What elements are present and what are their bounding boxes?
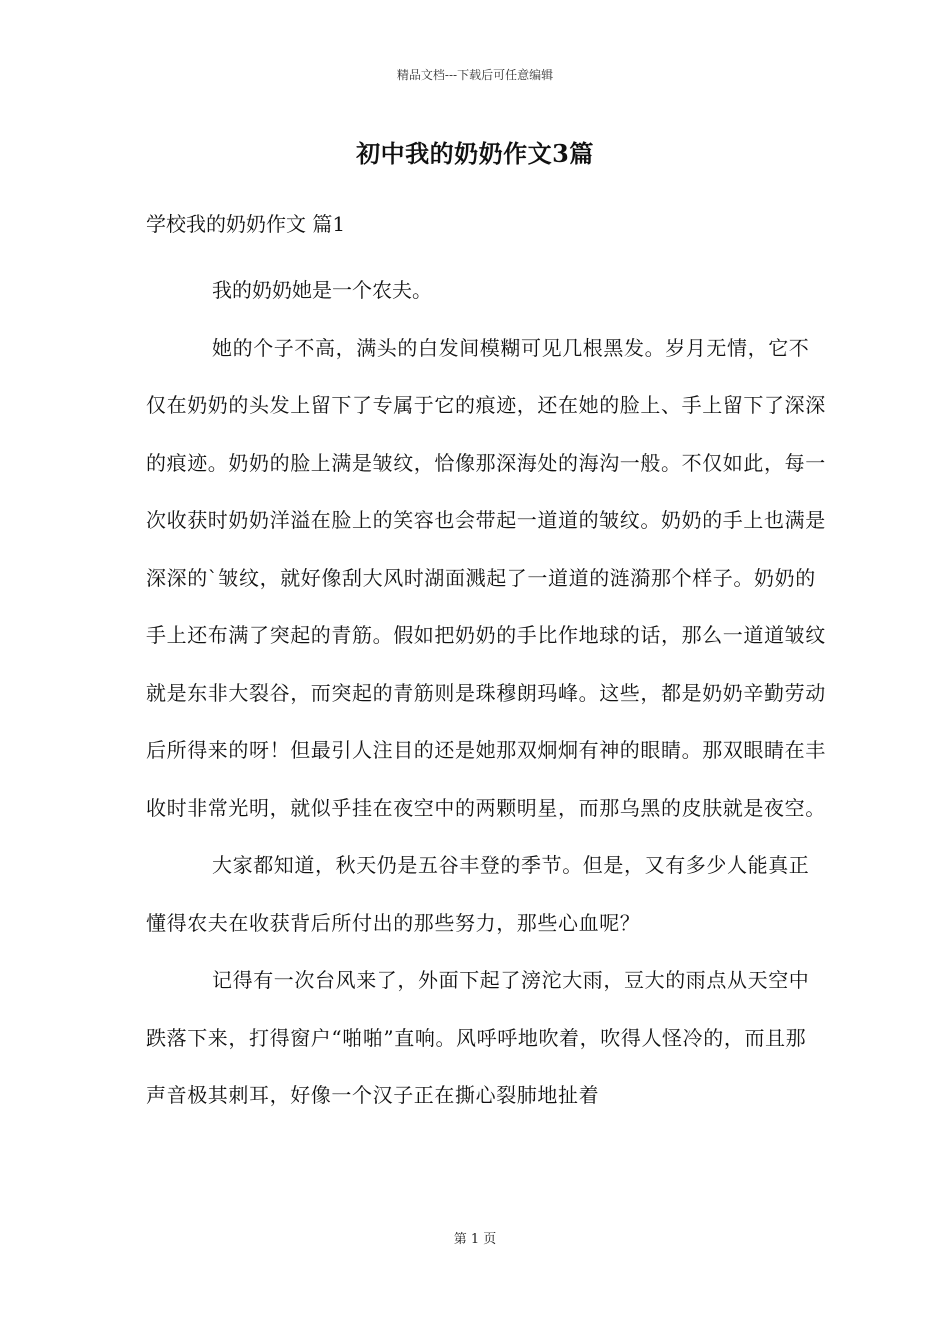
document-body (146, 262, 826, 1125)
document-title: 初中我的奶奶作文3篇 (356, 139, 594, 168)
page-header: 精品文档---下载后可任意编辑 (396, 68, 554, 82)
paragraph-2: 她的个子不高，满头的白发间模糊可见几根黑发。岁月无情，它不仅在奶奶的头发上留下了专属于它的痕迹，还在她的脸上、手上留下了深深的痕迹。奶奶的脸上满是皱纹，恰像那深海处的海沟一般。不仅如此，每一次收获时奶奶洋溢在脸上的笑容也会带起一道道的皱纹。奶奶的手上也满是深深的`皱纹，就好像刮大风时湖面溅起了一道道的涟漪那个样子。奶奶的手上还布满了突起的青筋。假如把奶奶的手比作地球的话，那么一道道皱纹就是东非大裂谷，而突起的青筋则是珠穆朗玛峰。这些，都是奶奶辛勤劳动后所得来的呀！但最引人注目的还是她那双炯炯有神的眼睛。那双眼睛在丰收时非常光明，就似乎挂在夜空中的两颗明星，而那乌黑的皮肤就是夜空。 (146, 335, 826, 820)
paragraph-4: 记得有一次台风来了，外面下起了滂沱大雨，豆大的雨点从天空中跌落下来，打得窗户“啪啪”直响。风呼呼地吹着，吹得人怪冷的，而且那声音极其刺耳，好像一个汉子正在撕心裂肺地扯着 (146, 968, 810, 1107)
page-number: 第 1 页 (453, 1232, 497, 1247)
section-heading: 学校我的奶奶作文 篇1 (146, 212, 346, 236)
paragraph-1: 我的奶奶她是一个农夫。 (212, 278, 432, 302)
paragraph-3: 大家都知道，秋天仍是五谷丰登的季节。但是，又有多少人能真正懂得农夫在收获背后所付出的那些努力，那些心血呢？ (146, 853, 810, 935)
